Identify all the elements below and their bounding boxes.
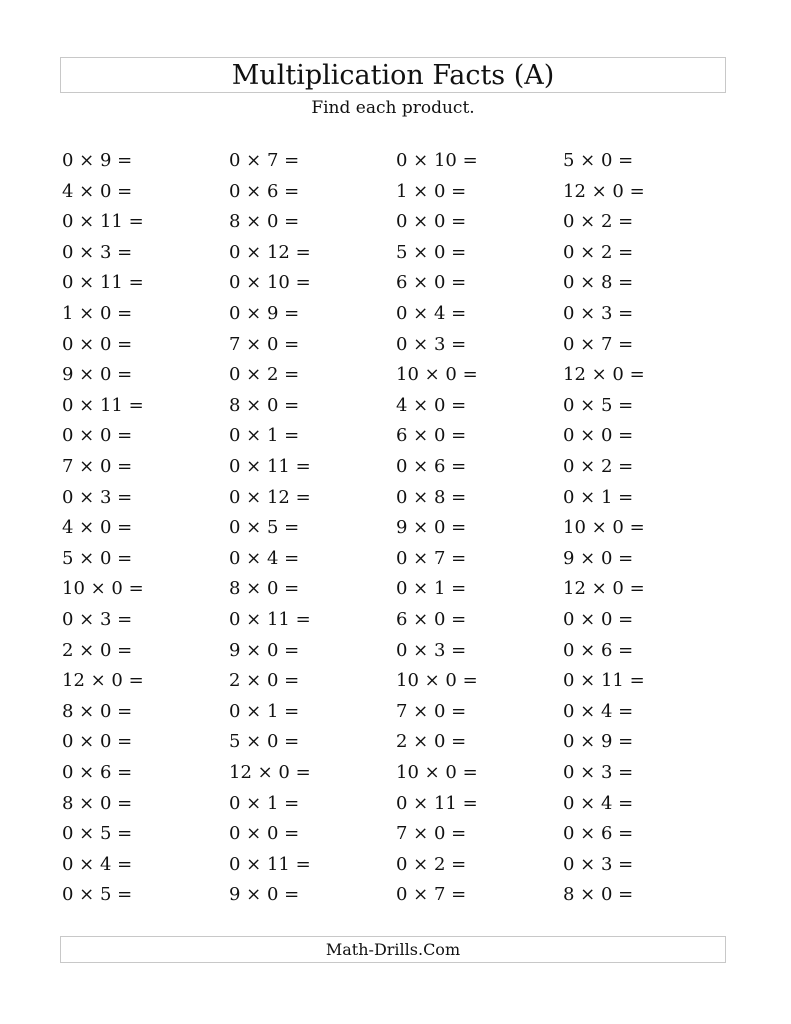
problem-item: 0 × 3 =: [62, 241, 133, 263]
problem-item: 12 × 0 =: [563, 578, 645, 600]
problem-item: 0 × 0 =: [62, 731, 133, 753]
problem-item: 0 × 9 =: [229, 303, 300, 324]
problem-item: 0 × 7 =: [396, 884, 467, 906]
problem-item: 9 × 0 =: [563, 547, 634, 569]
problem-item: 0 × 4 =: [396, 303, 467, 324]
problem-item: 4 × 0 =: [62, 180, 133, 202]
problem-item: 0 × 1 =: [229, 425, 300, 447]
problem-item: 0 × 3 =: [62, 609, 133, 630]
problem-item: 12 × 0 =: [229, 762, 311, 783]
problem-item: 0 × 9 =: [563, 731, 634, 753]
problem-item: 0 × 7 =: [229, 150, 300, 171]
problem-item: 12 × 0 =: [62, 670, 144, 692]
problem-item: 9 × 0 =: [62, 364, 133, 386]
problem-item: 0 × 11 =: [229, 853, 311, 875]
problem-item: 0 × 3 =: [396, 639, 467, 661]
footer-box: [60, 936, 726, 963]
problem-item: 10 × 0 =: [563, 517, 645, 539]
problem-item: 6 × 0 =: [396, 272, 467, 294]
problem-grid: [62, 146, 732, 916]
problem-item: 1 × 0 =: [396, 180, 467, 202]
problem-item: 8 × 0 =: [229, 578, 300, 600]
problem-item: 0 × 2 =: [563, 456, 634, 477]
problem-item: 0 × 6 =: [563, 639, 634, 661]
problem-item: 5 × 0 =: [229, 731, 300, 753]
problem-item: 6 × 0 =: [396, 425, 467, 447]
problem-item: 0 × 2 =: [396, 853, 467, 875]
problem-item: 0 × 0 =: [62, 425, 133, 447]
problem-item: 0 × 1 =: [396, 578, 467, 600]
problem-item: 0 × 8 =: [396, 486, 467, 508]
problem-item: 2 × 0 =: [62, 639, 133, 661]
problem-item: 5 × 0 =: [396, 241, 467, 263]
problem-item: 0 × 11 =: [62, 211, 144, 233]
problem-item: 0 × 8 =: [563, 272, 634, 294]
problem-item: 10 × 0 =: [396, 364, 478, 386]
problem-item: 0 × 4 =: [229, 547, 300, 569]
problem-item: 0 × 6 =: [563, 823, 634, 845]
problem-item: 0 × 9 =: [62, 150, 133, 171]
problem-item: 0 × 0 =: [229, 823, 300, 845]
problem-item: 0 × 11 =: [229, 609, 311, 630]
instructions: Find each product.: [311, 98, 475, 118]
problem-item: 0 × 6 =: [396, 456, 467, 477]
problem-item: 0 × 5 =: [563, 394, 634, 416]
problem-item: 7 × 0 =: [396, 700, 467, 722]
problem-item: 10 × 0 =: [396, 762, 478, 783]
problem-item: 10 × 0 =: [396, 670, 478, 692]
problem-item: 1 × 0 =: [62, 303, 133, 324]
problem-item: 12 × 0 =: [563, 180, 645, 202]
problem-item: 8 × 0 =: [229, 394, 300, 416]
problem-item: 0 × 7 =: [396, 547, 467, 569]
problem-item: 0 × 4 =: [563, 792, 634, 814]
problem-item: 6 × 0 =: [396, 609, 467, 630]
problem-item: 0 × 6 =: [229, 180, 300, 202]
problem-item: 0 × 4 =: [563, 700, 634, 722]
problem-item: 8 × 0 =: [563, 884, 634, 906]
footer-site-name: Math-Drills.Com: [325, 940, 461, 959]
problem-item: 0 × 11 =: [229, 456, 311, 477]
problem-item: 4 × 0 =: [396, 394, 467, 416]
problem-item: 0 × 11 =: [62, 394, 144, 416]
problem-item: 7 × 0 =: [396, 823, 467, 845]
problem-item: 0 × 1 =: [563, 486, 634, 508]
page-title: Multiplication Facts (A): [231, 60, 555, 91]
problem-item: 0 × 5 =: [62, 823, 133, 845]
problem-item: 8 × 0 =: [62, 792, 133, 814]
problem-item: 0 × 11 =: [62, 272, 144, 294]
problem-item: 10 × 0 =: [62, 578, 144, 600]
problem-item: 0 × 5 =: [229, 517, 300, 539]
problem-item: 0 × 10 =: [229, 272, 311, 294]
problem-item: 9 × 0 =: [229, 639, 300, 661]
problem-item: 0 × 12 =: [229, 486, 311, 508]
problem-item: 0 × 2 =: [563, 211, 634, 233]
problem-item: 0 × 2 =: [229, 364, 300, 386]
problem-item: 0 × 2 =: [563, 241, 634, 263]
problem-item: 0 × 7 =: [563, 333, 634, 355]
problem-item: 8 × 0 =: [62, 700, 133, 722]
problem-item: 0 × 11 =: [563, 670, 645, 692]
problem-item: 0 × 0 =: [62, 333, 133, 355]
worksheet-title-box: [60, 57, 726, 93]
problem-item: 0 × 0 =: [396, 211, 467, 233]
problem-item: 9 × 0 =: [396, 517, 467, 539]
problem-item: 0 × 3 =: [62, 486, 133, 508]
problem-item: 0 × 3 =: [563, 853, 634, 875]
problem-item: 12 × 0 =: [563, 364, 645, 386]
problem-item: 7 × 0 =: [62, 456, 133, 477]
problem-item: 9 × 0 =: [229, 884, 300, 906]
problem-item: 0 × 1 =: [229, 792, 300, 814]
problem-item: 4 × 0 =: [62, 517, 133, 539]
problem-item: 0 × 4 =: [62, 853, 133, 875]
problem-item: 0 × 5 =: [62, 884, 133, 906]
problem-item: 0 × 11 =: [396, 792, 478, 814]
problem-item: 0 × 1 =: [229, 700, 300, 722]
problem-item: 0 × 0 =: [563, 425, 634, 447]
problem-item: 8 × 0 =: [229, 211, 300, 233]
problem-item: 5 × 0 =: [62, 547, 133, 569]
problem-item: 0 × 3 =: [563, 303, 634, 324]
problem-item: 0 × 12 =: [229, 241, 311, 263]
problem-item: 2 × 0 =: [229, 670, 300, 692]
problem-item: 0 × 3 =: [396, 333, 467, 355]
problem-item: 0 × 6 =: [62, 762, 133, 783]
problem-item: 2 × 0 =: [396, 731, 467, 753]
problem-item: 0 × 10 =: [396, 150, 478, 171]
problem-item: 0 × 0 =: [563, 609, 634, 630]
problem-item: 7 × 0 =: [229, 333, 300, 355]
problem-item: 0 × 3 =: [563, 762, 634, 783]
problem-item: 5 × 0 =: [563, 150, 634, 171]
